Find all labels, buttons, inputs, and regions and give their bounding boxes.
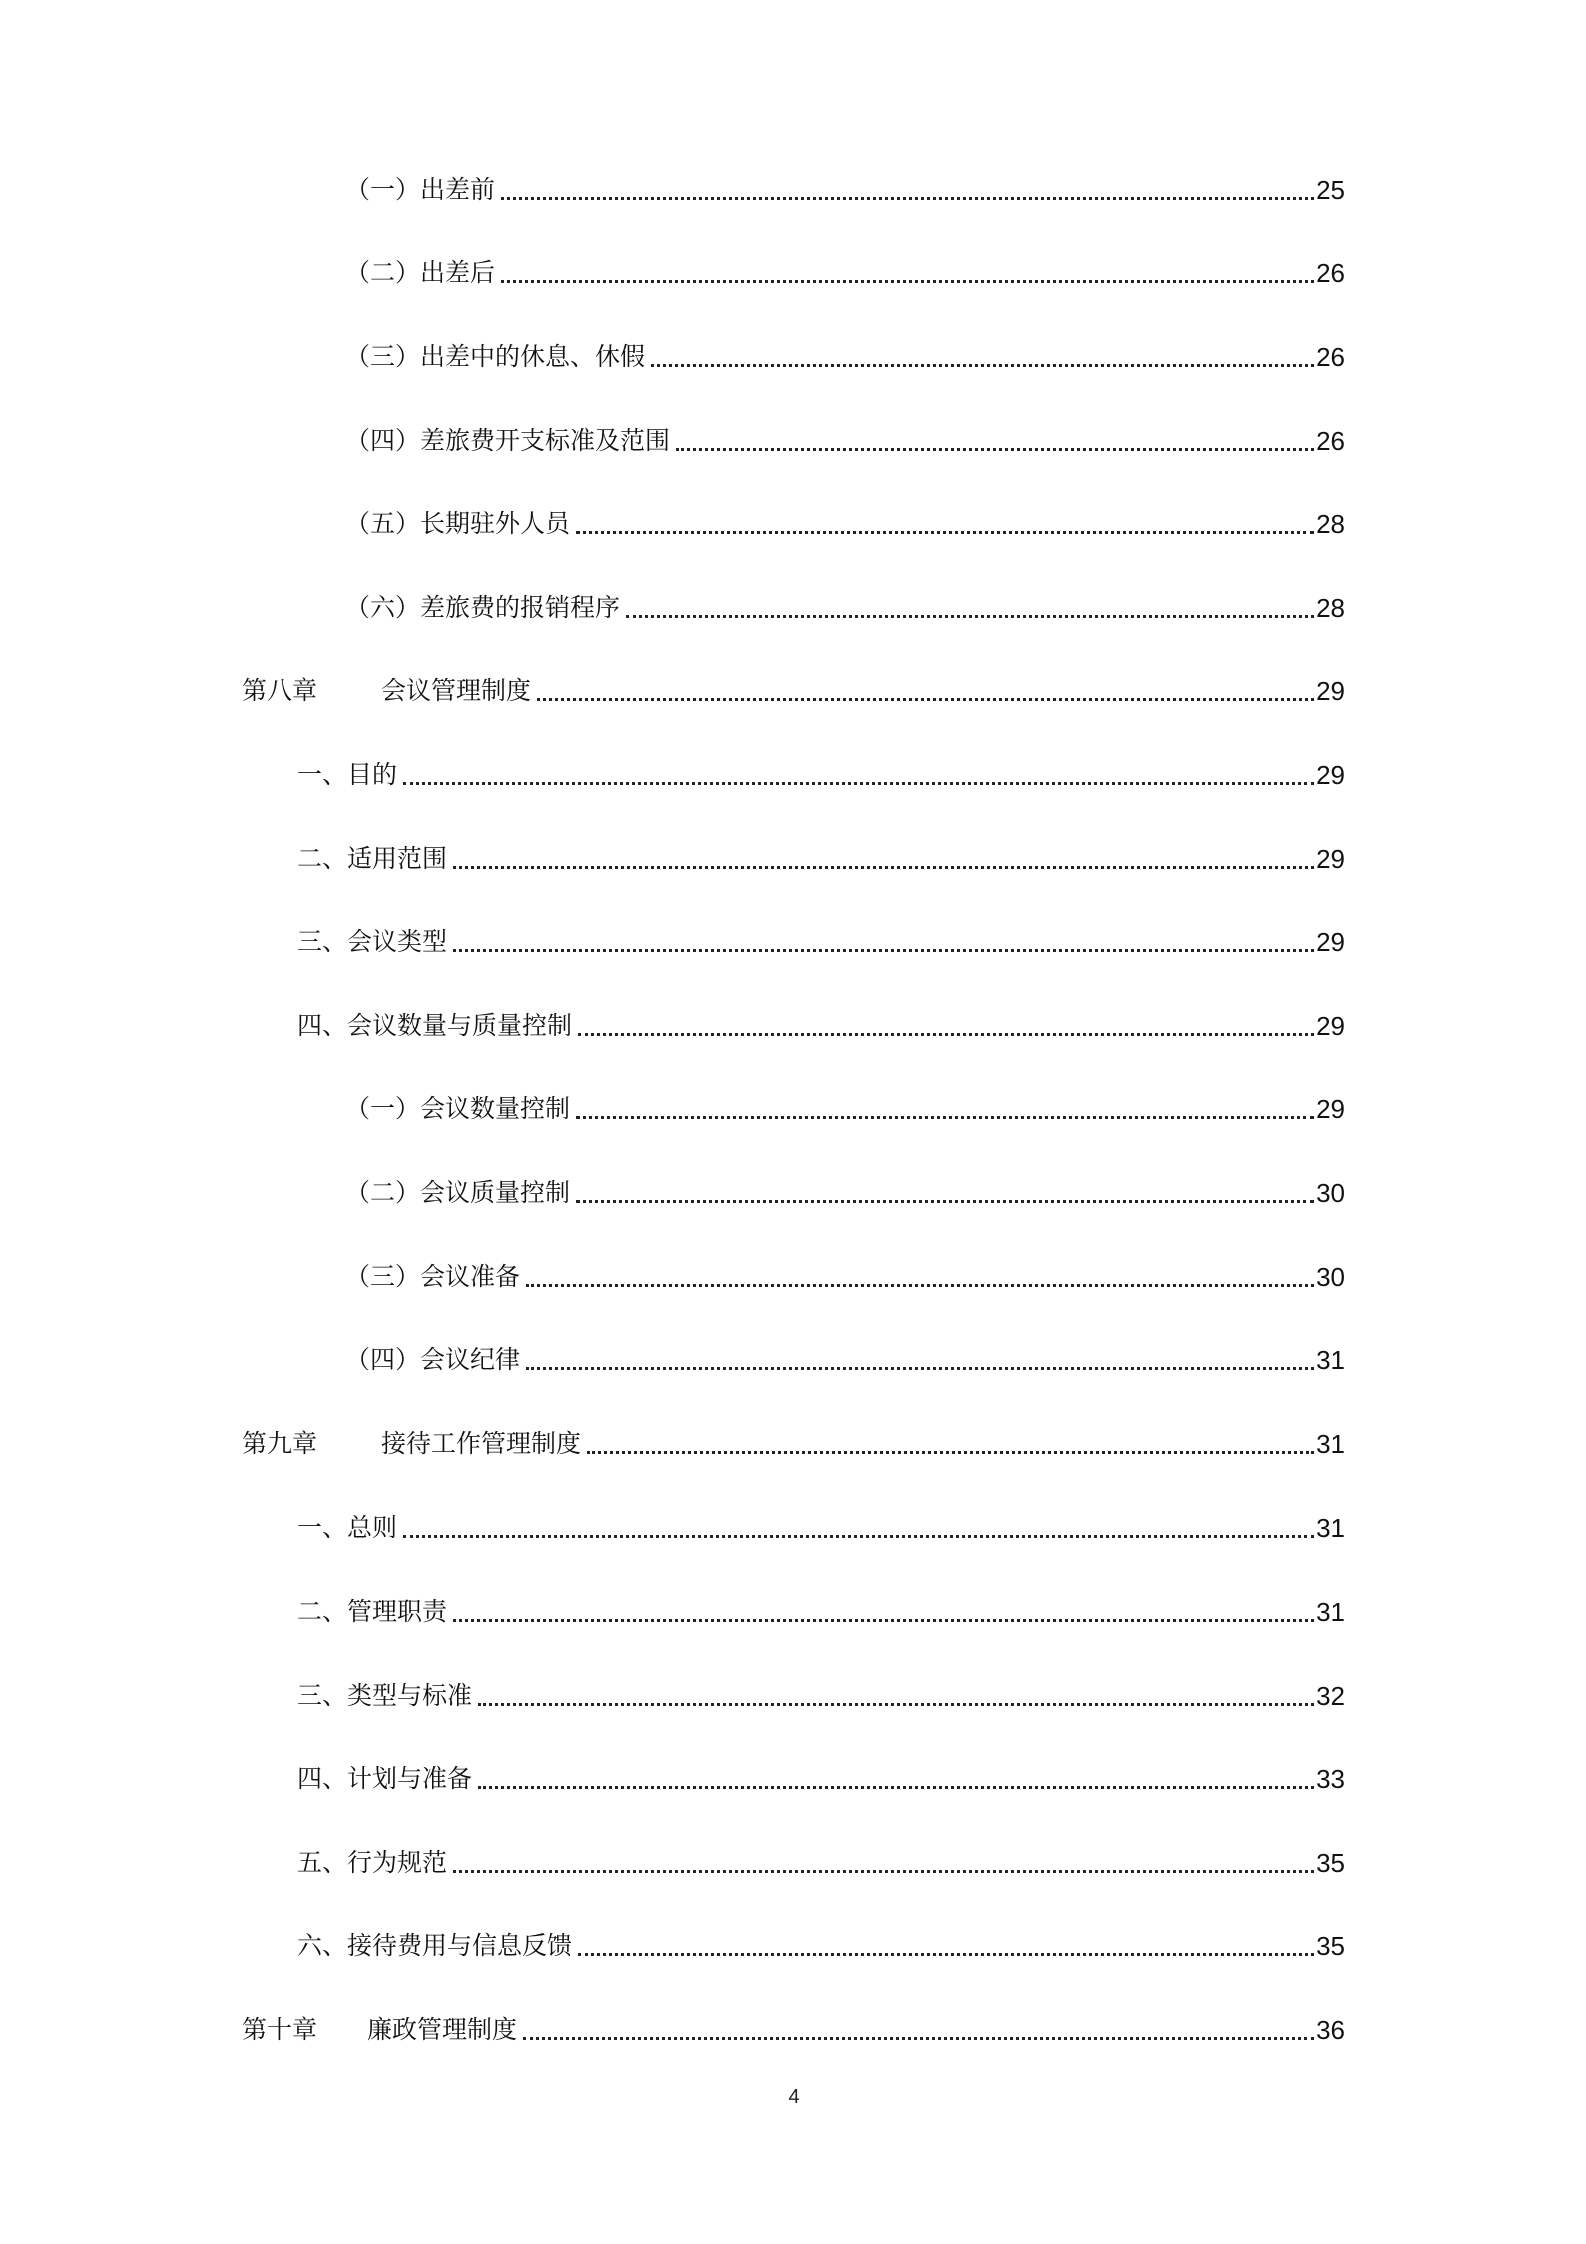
dot-leader [478, 1759, 1314, 1799]
toc-chapter-9[interactable] [0, 1424, 1586, 1464]
toc-entry-title: 五、行为规范 [297, 1848, 448, 1877]
toc-entry[interactable] [0, 421, 1586, 461]
toc-entry-title: 三、会议类型 [297, 927, 448, 956]
dot-leader [676, 421, 1314, 461]
dot-leader [453, 1592, 1314, 1632]
toc-entry-title: （二）会议质量控制 [345, 1178, 571, 1207]
toc-entry-title: 三、类型与标准 [297, 1681, 473, 1710]
toc-page-number: 33 [1316, 1764, 1345, 1794]
toc-entry-title: 会议管理制度 [381, 676, 532, 705]
toc-entry[interactable] [0, 1006, 1586, 1046]
page-number: 4 [788, 2086, 800, 2108]
toc-page-number: 35 [1316, 1848, 1345, 1878]
dot-leader [453, 1843, 1314, 1883]
toc-page-number: 29 [1316, 927, 1345, 957]
toc-page-number: 28 [1316, 593, 1345, 623]
toc-entry[interactable] [0, 1592, 1586, 1632]
toc-entry-title: 廉政管理制度 [367, 2015, 518, 2044]
toc-entry[interactable] [0, 755, 1586, 795]
toc-entry-title: （三）出差中的休息、休假 [345, 342, 646, 371]
chapter-number: 第九章 [242, 1429, 318, 1458]
dot-leader [576, 504, 1314, 544]
toc-page-number: 32 [1316, 1681, 1345, 1711]
dot-leader [587, 1424, 1314, 1464]
dot-leader [478, 1676, 1314, 1716]
toc-page-number: 31 [1316, 1429, 1345, 1459]
toc-page-number: 26 [1316, 426, 1345, 456]
dot-leader [626, 588, 1314, 628]
toc-page-number: 29 [1316, 1011, 1345, 1041]
toc-entry-title: 接待工作管理制度 [381, 1429, 582, 1458]
toc-entry-title: 四、计划与准备 [297, 1764, 473, 1793]
toc-page-number: 30 [1316, 1262, 1345, 1292]
toc-entry-title: （二）出差后 [345, 258, 496, 287]
toc-entry[interactable] [0, 839, 1586, 879]
toc-page-number: 35 [1316, 1931, 1345, 1961]
toc-entry-title: 二、适用范围 [297, 844, 448, 873]
toc-entry-title: （三）会议准备 [345, 1262, 521, 1291]
toc-page-number: 31 [1316, 1345, 1345, 1375]
toc-page-number: 31 [1316, 1597, 1345, 1627]
toc-chapter-10[interactable] [0, 2010, 1586, 2050]
toc-entry-title: （一）会议数量控制 [345, 1094, 571, 1123]
dot-leader [578, 1926, 1314, 1966]
toc-page-number: 29 [1316, 1094, 1345, 1124]
dot-leader [651, 337, 1314, 377]
dot-leader [403, 1508, 1314, 1548]
toc-entry[interactable] [0, 588, 1586, 628]
toc-page-number: 36 [1316, 2015, 1345, 2045]
toc-entry[interactable] [0, 1759, 1586, 1799]
toc-chapter-8[interactable] [0, 671, 1586, 711]
toc-entry[interactable] [0, 337, 1586, 377]
toc-entry[interactable] [0, 922, 1586, 962]
chapter-number: 第八章 [242, 676, 318, 705]
dot-leader [537, 671, 1314, 711]
toc-entry-title: （四）差旅费开支标准及范围 [345, 426, 671, 455]
dot-leader [523, 2010, 1314, 2050]
toc-entry[interactable] [0, 253, 1586, 293]
toc-page-number: 30 [1316, 1178, 1345, 1208]
dot-leader [453, 922, 1314, 962]
toc-page-number: 25 [1316, 175, 1345, 205]
toc-entry[interactable] [0, 1340, 1586, 1380]
toc-page-number: 28 [1316, 509, 1345, 539]
dot-leader [453, 839, 1314, 879]
toc-entry[interactable] [0, 504, 1586, 544]
toc-entry[interactable] [0, 1676, 1586, 1716]
toc-entry-title: 二、管理职责 [297, 1597, 448, 1626]
toc-page-number: 26 [1316, 258, 1345, 288]
toc-page-number: 29 [1316, 676, 1345, 706]
toc-entry[interactable] [0, 1257, 1586, 1297]
toc-entry-title: 六、接待费用与信息反馈 [297, 1931, 573, 1960]
dot-leader [526, 1257, 1314, 1297]
toc-page-number: 26 [1316, 342, 1345, 372]
toc-entry-title: 一、总则 [297, 1513, 398, 1542]
toc-page-number: 31 [1316, 1513, 1345, 1543]
toc-entry-title: （四）会议纪律 [345, 1345, 521, 1374]
toc-entry-title: （五）长期驻外人员 [345, 509, 571, 538]
dot-leader [526, 1340, 1314, 1380]
toc-page-number: 29 [1316, 760, 1345, 790]
toc-page-number: 29 [1316, 844, 1345, 874]
dot-leader [403, 755, 1314, 795]
toc-entry-title: （一）出差前 [345, 175, 496, 204]
toc-entry[interactable] [0, 1508, 1586, 1548]
toc-entry-title: 一、目的 [297, 760, 398, 789]
toc-entry[interactable] [0, 1926, 1586, 1966]
dot-leader [578, 1006, 1314, 1046]
toc-entry[interactable] [0, 170, 1586, 210]
dot-leader [501, 170, 1314, 210]
toc-entry[interactable] [0, 1089, 1586, 1129]
toc-entry[interactable] [0, 1843, 1586, 1883]
toc-entry[interactable] [0, 1173, 1586, 1213]
dot-leader [576, 1089, 1314, 1129]
page-footer [0, 2086, 1586, 2109]
chapter-number: 第十章 [242, 2015, 318, 2044]
toc-entry-title: 四、会议数量与质量控制 [297, 1011, 573, 1040]
toc-entry-title: （六）差旅费的报销程序 [345, 593, 621, 622]
dot-leader [501, 253, 1314, 293]
dot-leader [576, 1173, 1314, 1213]
